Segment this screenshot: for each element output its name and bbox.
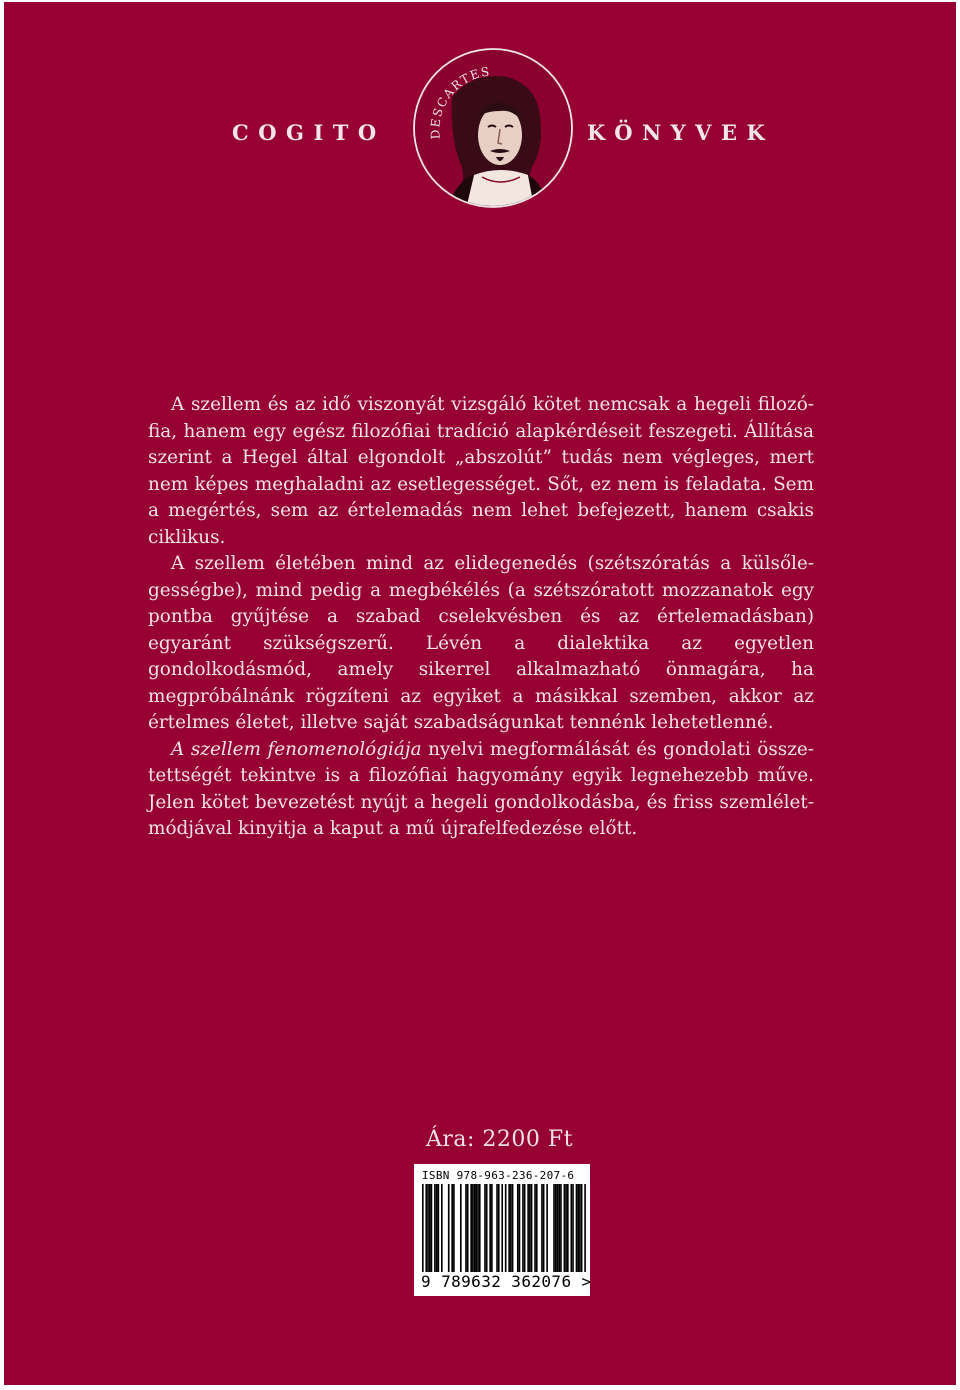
barcode-bar <box>505 1184 507 1272</box>
barcode-bar <box>534 1184 536 1272</box>
barcode-bar <box>565 1184 567 1272</box>
barcode-bar <box>431 1184 433 1272</box>
barcode-bar <box>451 1184 453 1272</box>
series-name-right: KÖNYVEK <box>587 120 775 145</box>
blurb-paragraph-3 <box>148 737 814 843</box>
barcode-bar <box>474 1184 476 1272</box>
barcode-bar <box>436 1184 438 1272</box>
barcode-bar <box>576 1184 578 1272</box>
barcode-bar <box>524 1184 526 1272</box>
barcode-bar <box>491 1184 493 1272</box>
barcode-bar <box>441 1184 443 1272</box>
barcode-bar <box>470 1184 472 1272</box>
barcode-bar <box>486 1184 488 1272</box>
barcode-bar <box>531 1184 533 1272</box>
barcode-bar <box>484 1184 486 1272</box>
barcode-bar <box>567 1184 569 1272</box>
barcode-bar <box>527 1184 529 1272</box>
barcode-bar <box>543 1184 545 1272</box>
book-title: A szellem fenomenológiája <box>171 738 422 760</box>
back-cover <box>4 2 956 1385</box>
descartes-medallion <box>412 47 574 209</box>
barcode-bar <box>557 1184 559 1272</box>
isbn-number: ISBN 978-963-236-207-6 <box>422 1169 575 1182</box>
barcode-bar <box>479 1184 481 1272</box>
barcode-bar <box>434 1184 436 1272</box>
book-blurb <box>148 392 814 843</box>
barcode-bar <box>422 1184 424 1272</box>
barcode-bar <box>570 1184 572 1272</box>
blurb-paragraph-1: A szellem és az idő viszonyát vizsgáló kötet nemcsak a hegeli filozófia, hanem egy egész filozófiai tradíció alapkérdéseit feszegeti. Állítása szerint a Hegel által elgondolt „abszolút” tudás nem végleges, mert nem képes meghaladni az esetlegességet. Sőt, ez nem is feladata. Sem a megértés, sem az értelemadás nem lehet befejezett, hanem csakis ciklikus. <box>148 394 814 548</box>
barcode-bar <box>476 1184 478 1272</box>
barcode-bar <box>477 1184 479 1272</box>
blurb-paragraph-3-text: nyelvi megformálását és gondolati összetettségét tekintve is a filozófiai hagyomány egyik legnehezebb műve. Jelen kötet bevezetést nyújt a hegeli gondolkodásba, és friss szemléletmódjával kinyitja a kaput a mű újrafelfedezése előtt. <box>148 738 814 839</box>
descartes-portrait <box>442 76 548 209</box>
blurb-paragraph-2: A szellem életében mind az elidegenedés (szétszóratás a külsőlegességbe), mind pedig a megbékélés (a szétszóratott mozzanatok egy pontba gyűjtése a szabad cselekvésben és az értelemadásban) egyaránt szükségszerű. Lévén a dialektika az egyetlen gondolkodásmód, amely sikerrel alkalmazható önmagára, ha megpróbálnánk rögzíteni az egyiket a másikkal szemben, akkor az értelmes életet, illetve saját szabadságunkat tennénk lehetetlenné. <box>148 553 814 733</box>
barcode-bar <box>558 1184 560 1272</box>
barcode-bar <box>453 1184 455 1272</box>
barcode-bar <box>512 1184 514 1272</box>
barcode-bar <box>489 1184 491 1272</box>
barcode-bar <box>541 1184 543 1272</box>
barcode-bar <box>555 1184 557 1272</box>
barcode-bar <box>501 1184 503 1272</box>
ean-digits: 9 789632 362076 > <box>421 1272 592 1291</box>
barcode-bar <box>553 1184 555 1272</box>
barcode-icon <box>422 1184 586 1272</box>
barcode-bar <box>577 1184 579 1272</box>
barcode-bar <box>467 1184 469 1272</box>
barcode-bar <box>460 1184 462 1272</box>
barcode-bar <box>496 1184 498 1272</box>
barcode-bar <box>448 1184 450 1272</box>
barcode-bar <box>536 1184 538 1272</box>
barcode-bar <box>564 1184 566 1272</box>
barcode-bar <box>472 1184 474 1272</box>
barcode-bar <box>510 1184 512 1272</box>
price-label: Ára: 2200 Ft <box>426 1127 574 1152</box>
barcode-bar <box>427 1184 429 1272</box>
barcode-bar <box>581 1184 583 1272</box>
barcode-bar <box>425 1184 427 1272</box>
barcode-bar <box>546 1184 548 1272</box>
barcode-bar <box>572 1184 574 1272</box>
barcode-bar <box>465 1184 467 1272</box>
barcode-bar <box>584 1184 586 1272</box>
barcode-bar <box>508 1184 510 1272</box>
barcode-bar <box>438 1184 440 1272</box>
barcode-bar <box>517 1184 519 1272</box>
series-name-left: COGITO <box>232 120 386 145</box>
barcode-box <box>414 1164 590 1296</box>
barcode-bar <box>429 1184 431 1272</box>
barcode-bar <box>529 1184 531 1272</box>
barcode-bar <box>498 1184 500 1272</box>
barcode-bar <box>579 1184 581 1272</box>
medallion-caption: DESCARTES <box>428 64 492 140</box>
barcode-bar <box>519 1184 521 1272</box>
barcode-bar <box>560 1184 562 1272</box>
barcode-bar <box>522 1184 524 1272</box>
